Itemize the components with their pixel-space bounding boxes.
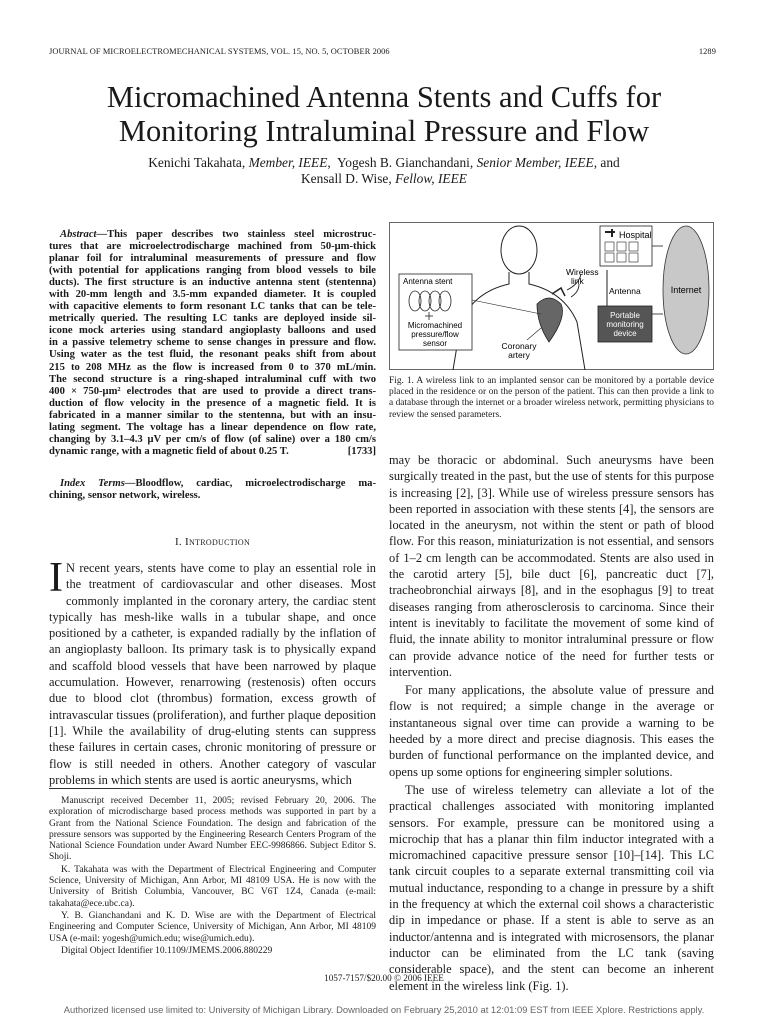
svg-text:Portablemonitoringdevice: Portable monitoring device [606, 311, 644, 338]
title-line-2: Monitoring Intraluminal Pressure and Flow [118, 114, 650, 148]
svg-text:Wirelesslink: Wireless link [566, 267, 599, 286]
author-name: Kensall D. Wise, [301, 171, 392, 186]
paper-title [40, 80, 728, 148]
svg-text:Micromachinedpressure/flowsens: Micromachined pressure/flow sensor [407, 321, 463, 348]
issn-copyright: 1057-7157/$20.00 © 2006 IEEE [324, 973, 444, 983]
abstract-line: with capacitive elements to form resonant LC tanks that can be tele- [49, 301, 376, 313]
abstract-line: 400 × 750-μm² electrodes that are used to provide a direct trans- [49, 385, 376, 397]
abstract-line: in a passive telemetry scheme to sense changes in pressure and flow. [49, 337, 376, 349]
abstract-line: changing by 3.1–4.3 μV per cm/s of flow (of saline) over a 180 cm/s [49, 433, 376, 445]
abstract-line: with 20-mm length and 3.5-mm expanded diameter. It is coupled [49, 289, 376, 301]
abstract-line: icone mock arteries using standard angioplasty balloons and used [49, 325, 376, 337]
index-terms [49, 478, 376, 502]
abstract-line: fabricated in a manner similar to the stentenna, but with an insu- [49, 409, 376, 421]
journal-header: JOURNAL OF MICROELECTROMECHANICAL SYSTEMS, VOL. 15, NO. 5, OCTOBER 2006 [49, 47, 390, 56]
right-column-body [389, 452, 714, 996]
author-role: Senior Member, IEEE [476, 155, 594, 170]
index-terms-label: Index Terms— [60, 478, 136, 489]
figure-1 [389, 222, 714, 370]
introduction-body [49, 555, 376, 788]
abstract-line: duction of flow velocity in the presence of a magnetic field. It is [49, 397, 376, 409]
abstract-line: Using water as the test fluid, the resonant peaks shift from about [49, 349, 376, 361]
title-line-1: Micromachined Antenna Stents and Cuffs for [106, 80, 662, 114]
abstract-tag: [1733] [347, 445, 376, 457]
index-terms-line: Bloodflow, cardiac, microelectrodischarge ma- [135, 478, 376, 489]
author-role: Fellow, IEEE [395, 171, 467, 186]
section-title: Introduction [185, 536, 251, 548]
figure-caption: Fig. 1. A wireless link to an implanted sensor can be monitored by a portable device placed in the residence or on the person of the patient. This can then provide a link to a database through the internet or a broader wireless network, permitting physicians to review the sensed parameters. [389, 376, 714, 420]
body-paragraph: The use of wireless telemetry can alleviate a lot of the practical challenges associated with monitoring implanted sensors. For example, pressure can be monitored using a microchip that has a planar thin film inductor integrated with a micromachined capacitive pressure sensor [10]–[14]. This LC tank circuit couples to a separate external transmitting coil via mutual inductance, responding to a change in pressure by a shift in the frequency at which the external coil shows a characteristic dip in impedance or phase. If a stent is able to serve as an inductor/antenna and is integrated with microsensors, the planar inductor can be eliminated from the LC tank (saving considerable space), and the stent can become an inherent element in the wireless link (Fig. 1). [389, 782, 714, 993]
index-terms-line: chining, sensor network, wireless. [49, 490, 201, 502]
footnote-divider [49, 788, 159, 789]
abstract-line: (with potential for applications ranging from blood vessels to bile [49, 265, 376, 277]
footnotes [49, 796, 376, 958]
hospital-label: Hospital [619, 230, 652, 240]
internet-label: Internet [670, 285, 702, 295]
author-name: Kenichi Takahata, [148, 155, 246, 170]
abstract-line: This paper describes two stainless steel microstruc- [107, 229, 376, 240]
section-number: I. [174, 536, 182, 548]
abstract-line: tures that are microelectrodischarge machined from 50-μm-thick [49, 241, 376, 253]
abstract-label: Abstract— [60, 229, 108, 240]
footnote-author-2: Y. B. Gianchandani and K. D. Wise are with the Department of Electrical Engineering and Computer Science, University of Michigan, Ann Arbor, MI 48109 USA (e-mail: yogesh@umich.edu; wise@umich.edu). [49, 910, 376, 944]
coronary-pointer-line [527, 328, 541, 340]
footnote-doi: Digital Object Identifier 10.1109/JMEMS.2006.880229 [61, 945, 273, 956]
abstract-line: The second structure is a ring-shaped intraluminal cuff with two [49, 373, 376, 385]
abstract-line: lating segment. The voltage has a linear dependence on flow rate, [49, 421, 376, 433]
abstract-line: metrically queried. The resulting LC tanks are deployed inside sil- [49, 313, 376, 325]
heart-icon [537, 298, 563, 342]
section-heading [49, 536, 376, 548]
body-paragraph: For many applications, the absolute value of pressure and flow is not required; a simple change in the average or instantaneous signal over time can provide a warning to be heeded by a more direct and precise diagnosis. This eases the burden of functional performance on the implanted device, and opens up some options for engineering simpler solutions. [389, 683, 714, 779]
abstract-line: planar foil for intraluminal measurements of pressure and flow [49, 253, 376, 265]
author-role: Member, IEEE [248, 155, 328, 170]
author-list [40, 155, 728, 187]
svg-text:Coronaryartery: Coronary artery [501, 341, 537, 360]
author-conjunction: , and [593, 155, 620, 170]
abstract-line: 215 to 208 MHz as the flow is increased from 0 to 370 mL/min. [49, 361, 376, 373]
footnote-manuscript: Manuscript received December 11, 2005; revised February 20, 2006. The exploration of microdischarge based process methods was supported in part by a Grant from the National Science Foundation. The design and fabrication of the pressure sensors was supported by the Engineering Research Centers Program of the National Science Foundation under Award Number EEC-9986866. Subject Editor S. Shoji. [49, 796, 376, 863]
drop-cap: I [49, 555, 63, 601]
license-notice: Authorized licensed use limited to: University of Michigan Library. Downloaded on February 25,2010 at 12:01:09 EST from IEEE Xplore. Restrictions apply. [63, 1004, 705, 1015]
author-line-1: Kenichi Takahata, Member, IEEE, Yogesh B. Gianchandani, Senior Member, IEEE, and [148, 155, 620, 170]
author-line-2 [40, 171, 728, 187]
abstract-line: dynamic range, with a magnetic field of about 0.25 T. [49, 445, 289, 457]
body-paragraph: may be thoracic or abdominal. Such aneurysms have been surgically treated in the past, but the use of stents for this purpose is increasing [2], [3]. While use of wireless pressure sensors has been reported in association with these stents [4], the sensors are located in the aneurysm, not within the stent or path of blood flow. For this reason, miniaturization is not essential, and sensors of 1–2 cm length can be accommodated. Stents are also used in the carotid artery [5], bile duct [6], pancreatic duct [7], tracheobronchial airways [8], and in the esophagus [9] to treat diseases ranging from atherosclerosis to carcinoma. Since their intent is inevitably to facilitate the movement of some kind of fluid, the innate ability to monitor intraluminal pressure or flow can provide advance notice of the need for further tests or intervention. [389, 453, 714, 679]
intro-paragraph: N recent years, stents have come to play an essential role in the treatment of cardiovascular and other diseases. Most commonly implanted in the coronary artery, the cardiac stent typically has mesh-like walls in a tubular shape, and once positioned by a catheter, is expanded radially by the inflation of an angioplasty balloon. Its primary task is to physically expand and scaffold blood vessels that have been narrowed by plaque accumulation. However, renarrowing (restenosis) often occurs due to blood clot (thrombus) formation, excess growth of intravascular tissues (proliferation), and further plaque deposition [1]. While the availability of drug-eluting stents can suppress these failures in certain cases, chronic monitoring of pressure or flow is still needed in others. Another category of vascular problems in which stents are used is aortic aneurysms, which [49, 561, 376, 787]
abstract [49, 229, 376, 458]
abstract-line: ducts). The first structure is an inductive antenna stent (stentenna) [49, 277, 376, 289]
inset-pointer-line [472, 300, 541, 314]
page-number: 1289 [698, 47, 716, 56]
footnote-author-1: K. Takahata was with the Department of Electrical Engineering and Computer Science, University of Michigan, Ann Arbor, MI 48109 USA. He is now with the University of British Columbia, Vancouver, BC V6T 1Z4, Canada (e-mail: takahata@ece.ubc.ca). [49, 864, 376, 909]
antenna-label: Antenna [609, 286, 641, 296]
author-name: Yogesh B. Gianchandani, [336, 155, 474, 170]
antenna-stent-label: Antenna stent [403, 277, 453, 286]
figure-1-diagram [389, 222, 714, 370]
